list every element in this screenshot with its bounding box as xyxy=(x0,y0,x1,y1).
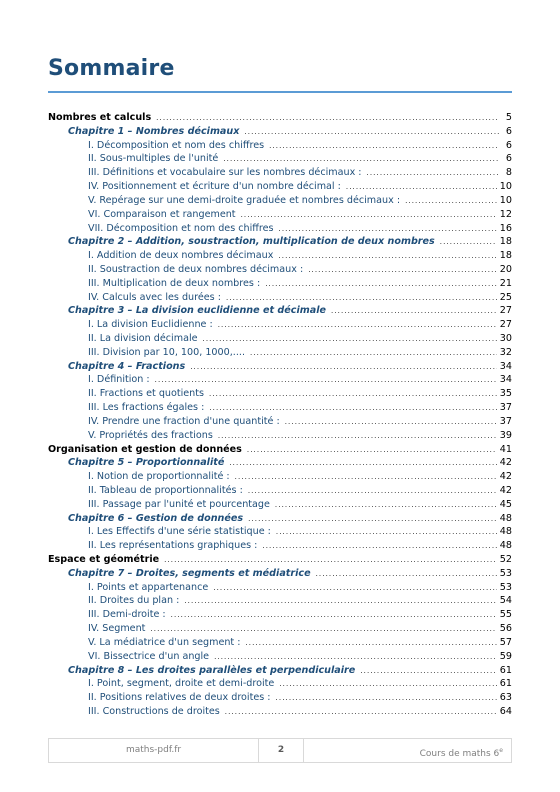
toc-entry-page: 6 xyxy=(505,125,512,137)
toc-entry-label: Chapitre 6 – Gestion de données xyxy=(68,512,244,524)
toc-entry-page: 5 xyxy=(505,112,512,123)
toc-entry-chap[interactable] xyxy=(48,567,512,581)
toc-entry-sec[interactable] xyxy=(48,470,512,484)
toc-leader-dots xyxy=(346,181,497,194)
toc-entry-page: 48 xyxy=(499,540,512,552)
toc-leader-dots xyxy=(171,609,497,622)
toc-entry-label: IV. Segment xyxy=(88,623,146,635)
toc-entry-label: II. Positions relatives de deux droites : xyxy=(88,692,271,704)
toc-entry-page: 27 xyxy=(499,319,512,331)
toc-entry-chap[interactable] xyxy=(48,456,512,470)
toc-entry-sec[interactable] xyxy=(48,594,512,608)
toc-entry-page: 18 xyxy=(499,236,512,248)
toc-entry-sec[interactable] xyxy=(48,180,512,194)
toc-entry-label: Chapitre 7 – Droites, segments et médiatrice xyxy=(68,567,311,579)
page-footer xyxy=(48,738,512,763)
toc-entry-page: 10 xyxy=(499,181,512,193)
toc-entry-label: IV. Positionnement et écriture d'un nombre décimal : xyxy=(88,181,341,193)
toc-entry-sec[interactable] xyxy=(48,249,512,263)
footer-course xyxy=(304,739,511,762)
toc-entry-sec[interactable] xyxy=(48,539,512,553)
toc-entry-sec[interactable] xyxy=(48,636,512,650)
toc-entry-page: 20 xyxy=(499,263,512,275)
toc-entry-chap[interactable] xyxy=(48,125,512,139)
toc-entry-label: IV. Calculs avec les durées : xyxy=(88,291,221,303)
toc-leader-dots xyxy=(308,264,497,277)
toc-entry-sec[interactable] xyxy=(48,277,512,291)
toc-entry-page: 52 xyxy=(499,554,512,565)
toc-entry-page: 35 xyxy=(499,388,512,400)
footer-site: maths-pdf.fr xyxy=(49,739,259,762)
toc-entry-page: 64 xyxy=(499,705,512,717)
toc-entry-part[interactable] xyxy=(48,111,512,125)
toc-entry-chap[interactable] xyxy=(48,360,512,374)
toc-entry-sec[interactable] xyxy=(48,608,512,622)
toc-entry-label: II. Droites du plan : xyxy=(88,595,180,607)
toc-entry-label: I. Point, segment, droite et demi-droite xyxy=(88,678,275,690)
toc-entry-sec[interactable] xyxy=(48,152,512,166)
toc-entry-label: III. Les fractions égales : xyxy=(88,402,205,414)
toc-entry-label: II. Tableau de proportionnalités : xyxy=(88,484,243,496)
toc-entry-label: III. Passage par l'unité et pourcentage xyxy=(88,498,270,510)
toc-leader-dots xyxy=(218,319,497,332)
toc-entry-page: 61 xyxy=(499,678,512,690)
toc-entry-label: II. Soustraction de deux nombres décimaux : xyxy=(88,263,304,275)
toc-entry-sec[interactable] xyxy=(48,415,512,429)
toc-entry-label: Chapitre 2 – Addition, soustraction, multiplication de deux nombres xyxy=(68,236,435,248)
toc-entry-sec[interactable] xyxy=(48,208,512,222)
toc-entry-label: VI. Comparaison et rangement xyxy=(88,208,236,220)
toc-entry-sec[interactable] xyxy=(48,387,512,401)
toc-leader-dots xyxy=(278,250,496,263)
toc-entry-label: Chapitre 8 – Les droites parallèles et perpendiculaire xyxy=(68,664,356,676)
toc-entry-sec[interactable] xyxy=(48,332,512,346)
toc-entry-page: 37 xyxy=(499,402,512,414)
toc-entry-page: 42 xyxy=(499,484,512,496)
toc-entry-page: 8 xyxy=(505,167,512,179)
toc-leader-dots xyxy=(164,554,497,567)
toc-entry-label: II. Sous-multiples de l'unité xyxy=(88,153,219,165)
toc-entry-label: V. Propriétés des fractions xyxy=(88,429,213,441)
toc-entry-label: Nombres et calculs xyxy=(48,112,152,123)
toc-leader-dots xyxy=(229,457,496,470)
toc-leader-dots xyxy=(156,112,499,125)
toc-entry-page: 56 xyxy=(499,623,512,635)
toc-leader-dots xyxy=(225,706,497,719)
toc-entry-label: I. Notion de proportionnalité : xyxy=(88,471,230,483)
toc-leader-dots xyxy=(285,416,497,429)
toc-entry-sec[interactable] xyxy=(48,525,512,539)
toc-entry-page: 32 xyxy=(499,346,512,358)
toc-leader-dots xyxy=(265,278,497,291)
toc-leader-dots xyxy=(226,292,497,305)
toc-entry-label: Organisation et gestion de données xyxy=(48,443,242,455)
toc-entry-page: 54 xyxy=(499,595,512,607)
toc-entry-page: 16 xyxy=(499,222,512,234)
toc-entry-page: 30 xyxy=(499,333,512,344)
toc-leader-dots xyxy=(316,568,497,581)
toc-leader-dots xyxy=(275,499,497,512)
toc-entry-page: 42 xyxy=(499,457,512,469)
toc-entry-page: 42 xyxy=(499,471,512,483)
toc-entry-page: 12 xyxy=(499,208,512,220)
toc-leader-dots xyxy=(247,444,497,457)
toc-entry-label: IV. Prendre une fraction d'une quantité : xyxy=(88,415,280,427)
toc-leader-dots xyxy=(276,692,497,705)
toc-leader-dots xyxy=(360,665,496,678)
toc-entry-sec[interactable] xyxy=(48,622,512,636)
toc-entry-chap[interactable] xyxy=(48,304,512,318)
toc-entry-chap[interactable] xyxy=(48,235,512,249)
toc-leader-dots xyxy=(235,471,497,484)
toc-entry-part[interactable] xyxy=(48,443,512,457)
toc-entry-page: 34 xyxy=(499,360,512,372)
toc-leader-dots xyxy=(276,526,497,539)
toc-leader-dots xyxy=(213,582,497,595)
toc-entry-label: V. La médiatrice d'un segment : xyxy=(88,636,241,648)
toc-leader-dots xyxy=(155,374,497,387)
toc-entry-page: 61 xyxy=(499,664,512,676)
toc-leader-dots xyxy=(150,623,496,636)
toc-entry-page: 34 xyxy=(499,374,512,386)
toc-entry-label: I. La division Euclidienne : xyxy=(88,319,213,331)
toc-leader-dots xyxy=(279,223,497,236)
toc-entry-sec[interactable] xyxy=(48,429,512,443)
toc-entry-page: 41 xyxy=(499,443,512,455)
toc-entry-page: 55 xyxy=(499,609,512,621)
toc-leader-dots xyxy=(279,678,496,691)
toc-entry-label: Chapitre 3 – La division euclidienne et décimale xyxy=(68,305,327,317)
toc-leader-dots xyxy=(184,595,496,608)
toc-entry-label: I. Décomposition et nom des chiffres xyxy=(88,139,265,151)
toc-leader-dots xyxy=(367,167,499,180)
toc-entry-label: I. Définition : xyxy=(88,374,150,386)
toc-entry-label: Chapitre 1 – Nombres décimaux xyxy=(68,125,240,137)
toc-entry-page: 6 xyxy=(505,153,512,165)
toc-entry-sec[interactable] xyxy=(48,222,512,236)
toc-entry-label: V. Repérage sur une demi-droite graduée et nombres décimaux : xyxy=(88,194,401,206)
toc-entry-sec[interactable] xyxy=(48,318,512,332)
toc-leader-dots xyxy=(218,430,497,443)
toc-entry-label: I. Addition de deux nombres décimaux xyxy=(88,250,274,262)
toc-entry-page: 37 xyxy=(499,415,512,427)
toc-entry-label: VII. Décomposition et nom des chiffres xyxy=(88,222,274,234)
footer-course-label: Cours de maths 6 xyxy=(419,749,500,759)
toc-entry-label: I. Les Effectifs d'une série statistique : xyxy=(88,526,271,538)
toc-leader-dots xyxy=(405,195,497,208)
toc-entry-sec[interactable] xyxy=(48,484,512,498)
toc-entry-sec[interactable] xyxy=(48,291,512,305)
toc-entry-page: 63 xyxy=(499,692,512,704)
toc-entry-label: III. Demi-droite : xyxy=(88,609,166,621)
toc-entry-sec[interactable] xyxy=(48,263,512,277)
toc-entry-label: VI. Bissectrice d'un angle xyxy=(88,650,210,662)
toc-entry-page: 25 xyxy=(499,291,512,303)
toc-leader-dots xyxy=(209,402,496,415)
toc-entry-label: Chapitre 4 – Fractions xyxy=(68,360,186,372)
toc-entry-sec[interactable] xyxy=(48,650,512,664)
toc-entry-page: 48 xyxy=(499,526,512,538)
toc-leader-dots xyxy=(209,388,497,401)
toc-entry-sec[interactable] xyxy=(48,581,512,595)
toc-leader-dots xyxy=(250,347,497,360)
toc-leader-dots xyxy=(248,513,497,526)
toc-entry-label: III. Multiplication de deux nombres : xyxy=(88,277,261,289)
toc-entry-sec[interactable] xyxy=(48,498,512,512)
toc-entry-page: 59 xyxy=(499,650,512,662)
toc-entry-label: II. Les représentations graphiques : xyxy=(88,540,258,552)
toc-entry-page: 48 xyxy=(499,512,512,524)
toc-leader-dots xyxy=(248,485,497,498)
toc-entry-page: 39 xyxy=(499,429,512,441)
toc-entry-sec[interactable] xyxy=(48,194,512,208)
toc-entry-page: 10 xyxy=(499,194,512,206)
toc-leader-dots xyxy=(440,236,497,249)
toc-leader-dots xyxy=(331,305,497,318)
toc-leader-dots xyxy=(262,540,496,553)
title-underline xyxy=(48,91,512,93)
toc-entry-label: II. La division décimale xyxy=(88,333,198,344)
toc-entry-sec[interactable] xyxy=(48,691,512,705)
toc-entry-page: 18 xyxy=(499,250,512,262)
toc-leader-dots xyxy=(245,637,496,650)
toc-entry-page: 57 xyxy=(499,636,512,648)
toc-entry-page: 53 xyxy=(499,581,512,593)
toc-entry-label: III. Constructions de droites xyxy=(88,705,220,717)
toc-leader-dots xyxy=(203,333,497,346)
toc-entry-sec[interactable] xyxy=(48,346,512,360)
toc-entry-label: I. Points et appartenance xyxy=(88,581,209,593)
toc-entry-chap[interactable] xyxy=(48,664,512,678)
toc-entry-label: III. Division par 10, 100, 1000,.... xyxy=(88,346,245,358)
toc-entry-page: 6 xyxy=(505,139,512,151)
toc-entry-chap[interactable] xyxy=(48,512,512,526)
footer-course-superscript: e xyxy=(499,747,503,754)
toc-entry-page: 45 xyxy=(499,498,512,510)
toc-entry-sec[interactable] xyxy=(48,677,512,691)
toc-leader-dots xyxy=(223,153,499,166)
toc-entry-sec[interactable] xyxy=(48,166,512,180)
toc-entry-sec[interactable] xyxy=(48,401,512,415)
footer-page-number: 2 xyxy=(259,739,304,762)
toc-entry-label: II. Fractions et quotients xyxy=(88,388,205,400)
page-title: Sommaire xyxy=(48,56,175,81)
toc-entry-sec[interactable] xyxy=(48,373,512,387)
table-of-contents xyxy=(48,111,512,719)
toc-leader-dots xyxy=(214,651,497,664)
toc-entry-page: 53 xyxy=(499,567,512,579)
toc-entry-page: 21 xyxy=(499,277,512,289)
toc-leader-dots xyxy=(269,140,499,153)
toc-entry-part[interactable] xyxy=(48,553,512,567)
toc-entry-label: Espace et géométrie xyxy=(48,554,160,565)
toc-entry-label: Chapitre 5 – Proportionnalité xyxy=(68,457,225,469)
toc-entry-sec[interactable] xyxy=(48,705,512,719)
toc-leader-dots xyxy=(244,126,499,139)
toc-entry-label: III. Définitions et vocabulaire sur les nombres décimaux : xyxy=(88,167,362,179)
toc-leader-dots xyxy=(190,361,497,374)
toc-entry-sec[interactable] xyxy=(48,139,512,153)
toc-entry-page: 27 xyxy=(499,305,512,317)
toc-leader-dots xyxy=(241,209,497,222)
